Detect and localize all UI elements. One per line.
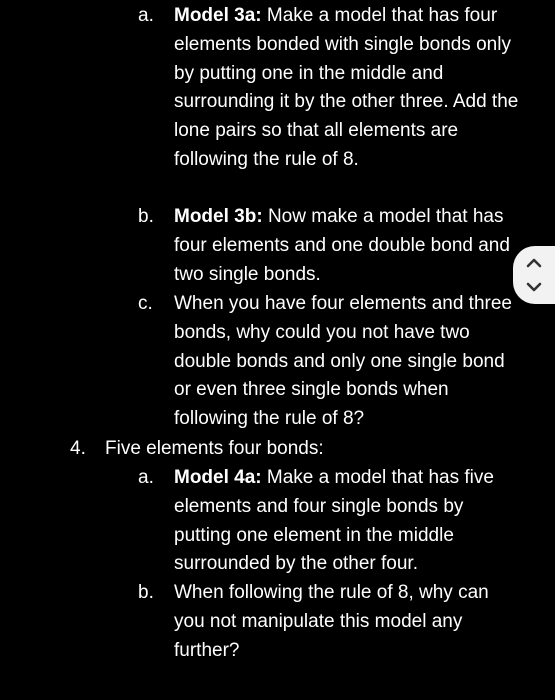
list-item-text bbox=[174, 203, 519, 289]
model-4a-instructions: Make a model that has five elements and four single bonds by putting one element in the middle surrounded by the other four. bbox=[174, 467, 494, 575]
model-3a-label: Model 3a: bbox=[174, 5, 262, 26]
model-4a-label: Model 4a: bbox=[174, 467, 262, 488]
list-marker: a. bbox=[138, 5, 154, 26]
list-item-3a bbox=[0, 2, 520, 202]
previous-button[interactable] bbox=[519, 252, 549, 274]
list-item-text: When you have four elements and three bonds, why could you not have two double bonds and only one single bond or even three single bonds when following the rule of 8? bbox=[174, 293, 512, 430]
list-item-4b bbox=[0, 579, 520, 669]
list-marker: c. bbox=[138, 293, 153, 314]
page-nav-control bbox=[513, 246, 555, 304]
list-item-text bbox=[174, 2, 519, 175]
list-marker: b. bbox=[138, 582, 154, 603]
list-marker: b. bbox=[138, 206, 154, 227]
chevron-up-icon bbox=[525, 257, 543, 269]
model-3a-instructions: Make a model that has four elements bonded with single bonds only by putting one in the middle and surrounding it by the other three. Add the lone pairs so that all elements are following the rule of 8. bbox=[174, 5, 519, 170]
list-item-4a bbox=[0, 464, 520, 579]
list-item-text bbox=[174, 464, 519, 579]
list-item-3c bbox=[0, 290, 530, 434]
list-item-4 bbox=[0, 435, 520, 464]
list-marker: 4. bbox=[70, 438, 86, 459]
list-item-heading: Five elements four bonds: bbox=[105, 438, 324, 459]
next-button[interactable] bbox=[519, 276, 549, 298]
model-3b-instructions: Now make a model that has four elements and one double bond and two single bonds. bbox=[174, 206, 510, 285]
list-marker: a. bbox=[138, 467, 154, 488]
list-item-text: When following the rule of 8, why can you not manipulate this model any further? bbox=[174, 582, 489, 661]
list-item-3b bbox=[0, 203, 520, 289]
model-3b-label: Model 3b: bbox=[174, 206, 263, 227]
chevron-down-icon bbox=[525, 281, 543, 293]
